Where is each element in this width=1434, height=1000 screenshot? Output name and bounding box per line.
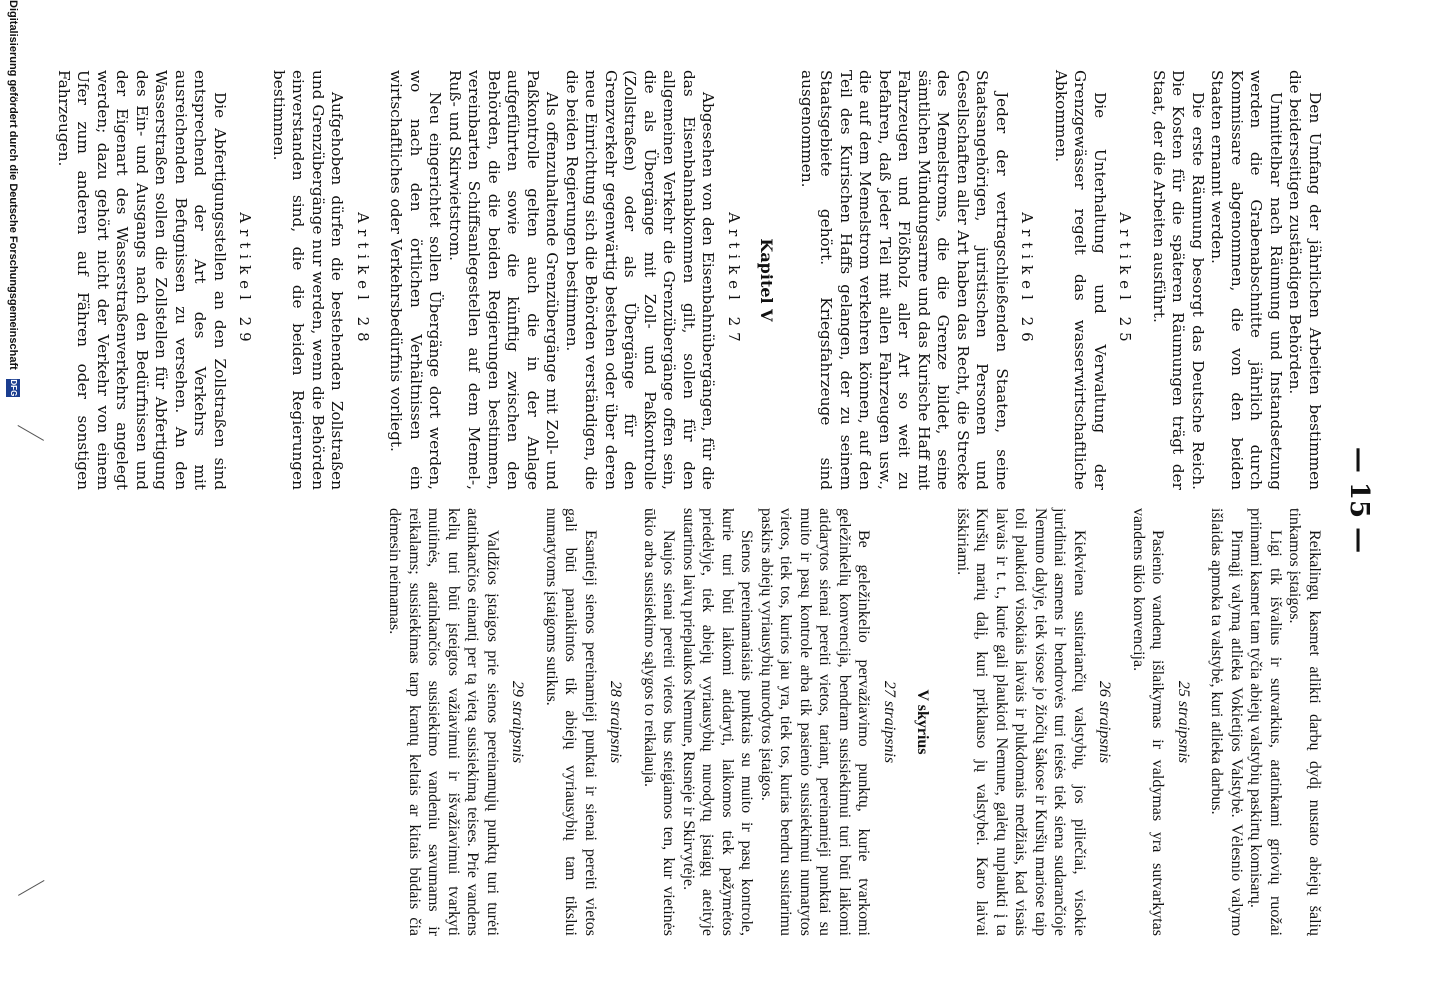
de-article-28-heading: Artikel 28	[354, 212, 372, 348]
de-article-26-text: Jeder der vertragschließenden Staaten, seine Staatsangehörigen, juristischen Personen und Gesellschaften aller Art haben das Recht, die Strecke des Memelstroms, die die Grenze bildet, seine sämtlichen Mündungsarme und das Kurische Haff mit Fahrzeugen und Flößholz aller Art so weit zu befahren, daß jeder Teil mit allen Fahrzeugen usw., die auf dem Memelstrom verkehren können, auf den Teil des Kurischen Haffs gelangen, der zu seinem Staatsgebiete gehört. Kriegsfahrzeuge sind ausgenommen.	[798, 70, 1011, 490]
lt-article-27-heading: 27 straipsnis	[881, 680, 898, 764]
lt-article-26-heading: 26 straipsnis	[1096, 680, 1114, 764]
lt-intro-paragraph-3: Pirmąjį valymą atlieka Vokietijos Valstybė. Vėlesnio valymo išlaidas apmoka ta valstybė, kuri atlieka darbus.	[1208, 508, 1245, 936]
lt-intro-paragraph-1: Reikalingų kasmet atlikti darbų dydį nustato abiejų šalių tinkamos įstaigos.	[1286, 508, 1323, 936]
lt-article-28-heading: 28 straipsnis	[607, 680, 625, 764]
lt-article-27-paragraph-2: Sienos pereinamaisiais punktais su muito ir pasų kontrole, kurie turi būti laikomi atidaryti, laikomos tiek pažymėtos priedėlyje, tiek abiejų vyriausybių nurodytų įstaigų ateityje sutartinos laivų prieplaukos Nemune, Rusnėje ir Skirvytėje.	[680, 508, 756, 936]
de-article-27-paragraph-2: Als offenzuhaltende Grenzübergänge mit Zoll- und Paßkontrolle gelten auch die in der Anlage aufgeführten sowie die künftig zwischen den Behörden, die die beiden Regierungen bestimmen, vereinbarten Schiffsanlegestellen auf dem Memel-, Ruß- und Skirwietstrom.	[446, 70, 562, 490]
page-number: — 15 —	[1344, 446, 1374, 554]
lt-article-27-paragraph-3: Naujos sienai pereiti vietos bus steigiamos ten, kur vietinės ūkio arba susisiekimo sąlygos to reikalauja.	[641, 508, 678, 936]
de-article-27-paragraph-1: Abgesehen von den Eisenbahnübergängen, für die das Eisenbahnabkommen gilt, sollen für den allgemeinen Verkehr die Grenzübergänge offen sein, die als Übergänge mit Zoll- und Paßkontrolle (Zollstraßen) oder als Übergänge für den Grenzverkehr gegenwärtig bestehen oder über deren neue Einrichtung sich die Behörden verständigen, die die beiden Regierungen bestimmen.	[563, 70, 718, 490]
lithuanian-column	[385, 508, 1324, 936]
de-article-25-heading: Artikel 25	[1116, 212, 1135, 348]
lt-article-29-heading: 29 straipsnis	[509, 680, 527, 764]
lt-article-27-paragraph-1: Be geležinkelio pervažiavimo punktų, kurie tvarkomi geležinkelių konvencija, bendram susisiekimui turi būti laikomi atidarytos sienai pereiti vietos, tariant, pereinamieji punktai su muito ir pasų kontrole arba tik pasienio susisiekimui numatytos vietos, tiek tos, kurios jau yra, tiek tos, kurias bendru susitarimu paskirs abiejų vyriausybių nurodytos įstaigos.	[758, 508, 873, 936]
lt-intro-paragraph-2: Ligi tik išvalius ir sutvarkius, atatinkami griovių ruožai priimami kasmet tam tyčia abiejų valstybių paskirtų komisarų.	[1247, 508, 1284, 936]
lt-article-28-text: Esantieji sienos pereinamieji punktai ir sienai pereiti vietos gali būti panaikintos tik abiejų vyriausybių tam tikslui numatytoms įstaigoms sutikus.	[543, 508, 599, 936]
lt-article-26-text: Kiekviena susitariančių valstybių, jos piliečiai, visokie juridiniai asmens ir bendrovės turi teisės tiek siena sudarančioje Nemuno dalyje, tiek visose jo žiočių šakose ir Kuršių mariose taip toli plaukioti visokiais laivais ir plukdomais medžiais, kad visais laivais ir t. t., kurie gali plaukioti Nemune, galėtų nuplaukti į ta Kuršių marių dalį, kuri priklauso jų valstybei. Karo laivai išskiriami.	[954, 508, 1088, 936]
pencil-mark-left	[18, 425, 44, 441]
de-article-26-heading: Artikel 26	[1018, 212, 1037, 348]
lt-article-25-text: Pasienio vandenų išlaikymas ir valdymas yra sutvarkytas vandens ūkio konvencija.	[1130, 508, 1167, 936]
de-article-25-text: Die Unterhaltung und Verwaltung der Grenzgewässer regelt das wasserwirtschaftliche Abkommen.	[1052, 70, 1109, 490]
de-article-27-heading: Artikel 27	[725, 212, 743, 348]
de-article-29-heading: Artikel 29	[236, 212, 255, 348]
de-chapter-heading: Kapitel V	[757, 238, 777, 322]
lt-article-25-heading: 25 straipsnis	[1175, 680, 1192, 764]
dfg-logo: DFG	[6, 379, 20, 397]
de-article-27-paragraph-3: Neu eingerichtet sollen Übergänge dort werden, wo nach den örtlichen Verhältnissen ein wirtschaftliches oder Verkehrsbedürfnis vorliegt.	[387, 70, 445, 490]
digitization-footer	[0, 0, 20, 1000]
footer-text: Digitalisierung gefördert durch die Deutsche Forschungsgemeinschaft	[7, 0, 19, 370]
de-article-28-text: Aufgehoben dürfen die bestehenden Zollstraßen und Grenzübergänge nur werden, wenn die Behörden einverstanden sind, die die beiden Regierungen bestimmen.	[270, 70, 347, 490]
de-intro-paragraph-2: Unmittelbar nach Räumung und Instandsetzung werden die Grabenabschnitte jährlich durch Kommissare abgenommen, die von den beiden Staaten ernannt werden.	[1208, 70, 1285, 490]
de-article-29-text: Die Abfertigungsstellen an den Zollstraßen sind entsprechend der Art des Verkehrs mit ausreichenden Befugnissen zu versehen. An den Wasserstraßen sollen die Zollstellen für Abfertigung des Ein- und Ausgangs nach den Bedürfnissen und der Eigenart des Wasserstraßenverkehrs angelegt werden; dazu gehört nicht der Verkehr von einem Ufer zum anderen auf Fähren oder sonstigen Fahrzeugen.	[55, 70, 229, 490]
lt-article-29-text: Valdžios įstaigos prie sienos pereinamųjų punktų turi turėti atatinkančios einantį per tą vietą susisiekimą teises. Prie vandens kelių turi būti įsteigtos važiavimui ir išvažiavimui tvarkyti muitinės, atatinkančios susisiekimo vandeniu savumams ir reikalams; susisiekimas tarp krantų keltais ar kitais būdais čia dėmesin neimamas.	[386, 508, 501, 936]
lt-chapter-heading: V skyrius	[914, 689, 932, 755]
pencil-mark-right	[18, 880, 44, 896]
german-column	[54, 70, 1325, 490]
de-intro-paragraph-3: Die erste Räumung besorgt das Deutsche Reich. Die Kosten für die späteren Räumungen trägt der Staat, der die Arbeiten ausführt.	[1150, 70, 1207, 490]
de-intro-paragraph-1: Den Umfang der jährlichen Arbeiten bestimmen die beiderseitigen zuständigen Behörden.	[1286, 70, 1324, 490]
